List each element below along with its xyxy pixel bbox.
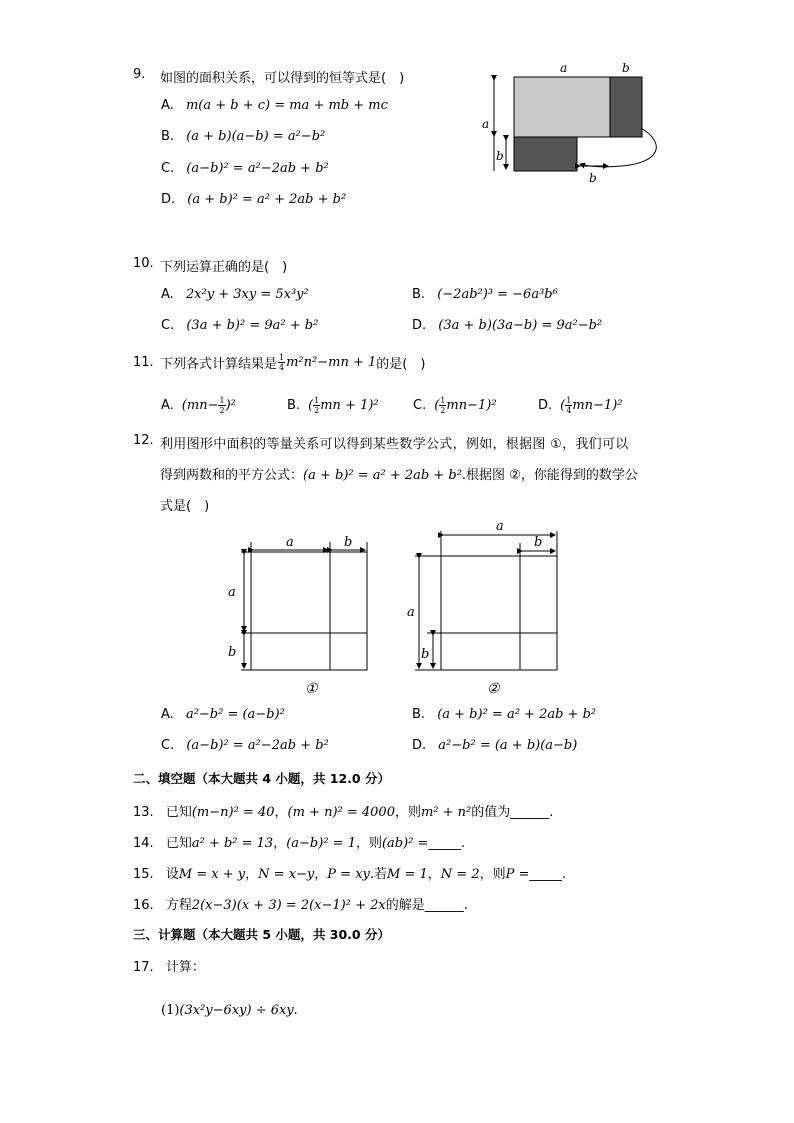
frac-num: 1 xyxy=(566,395,572,405)
option-label: B. xyxy=(412,707,426,722)
q-expr: P = xy xyxy=(327,867,370,882)
q-text: .若 xyxy=(369,867,388,882)
q11-stem xyxy=(160,348,425,376)
fraction xyxy=(439,396,446,415)
q10-option-b[interactable] xyxy=(412,287,558,302)
q-number: 14. xyxy=(133,836,154,851)
option-text: (a + b)² = a² + 2ab + b² xyxy=(437,707,597,722)
q-text: . xyxy=(463,898,468,913)
option-pre: (mn− xyxy=(181,397,219,413)
answer-blank[interactable]: ______ xyxy=(510,805,550,820)
q12-line2 xyxy=(160,464,638,483)
option-text: (3a + b)(3a−b) = 9a²−b² xyxy=(438,318,603,333)
q-number: 17. xyxy=(133,960,154,975)
q11-stem-text: 的是( ) xyxy=(376,356,426,372)
q-text: 已知 xyxy=(165,836,192,851)
q-text: ， xyxy=(427,867,441,882)
q11-stem-expr: m²n²−mn + 1 xyxy=(286,354,377,370)
frac-num: 1 xyxy=(279,352,285,362)
option-text: (3a + b)² = 9a² + b² xyxy=(186,318,319,333)
option-post: mn−1)² xyxy=(446,397,497,413)
q-expr: P = xyxy=(505,867,530,882)
q14 xyxy=(133,832,465,851)
label-a-left: a xyxy=(407,605,415,620)
section-title-calculation: 三、计算题（本大题共 5 小题，共 30.0 分） xyxy=(133,927,390,942)
q12-text: 得到两数和的平方公式： xyxy=(160,468,304,483)
q-text: . xyxy=(561,867,567,882)
q-expr: (ab)² = xyxy=(381,836,429,851)
frac-den: 4 xyxy=(566,405,572,415)
label-a-top: a xyxy=(560,61,568,75)
q15 xyxy=(133,863,566,882)
q-text: 设 xyxy=(165,867,179,882)
option-label: B. xyxy=(287,397,301,413)
option-text: 2x²y + 3xy = 5x³y² xyxy=(185,287,309,302)
q-number: 16. xyxy=(133,898,154,913)
option-text: (−2ab²)³ = −6a³b⁶ xyxy=(437,287,558,302)
q-text: 已知 xyxy=(165,805,192,820)
frac-den: 2 xyxy=(440,405,446,415)
q9-figure xyxy=(476,58,666,188)
q-text: 方程 xyxy=(165,898,192,913)
option-text: (a−b)² = a²−2ab + b² xyxy=(186,161,329,176)
q-text: ， xyxy=(273,836,287,851)
fraction xyxy=(278,353,285,372)
q16 xyxy=(133,894,468,913)
q-expr: (a−b)² = 1 xyxy=(286,836,356,851)
q10-option-c[interactable] xyxy=(161,318,318,333)
frac-den: 4 xyxy=(279,362,285,372)
answer-blank[interactable]: _____ xyxy=(529,867,562,882)
fraction xyxy=(218,396,225,415)
q-text: ， xyxy=(274,805,288,820)
option-pre: ( xyxy=(560,397,566,413)
q-text: 的解是 xyxy=(385,898,425,913)
option-label: D. xyxy=(412,318,427,333)
q-text: . xyxy=(293,1003,298,1018)
q-expr: M = x + y xyxy=(178,867,246,882)
q-text: . xyxy=(549,805,554,820)
q-number: 15. xyxy=(133,867,154,882)
q-text: 计算： xyxy=(165,960,205,975)
q-text: ，则 xyxy=(479,867,506,882)
label-a-left: a xyxy=(228,585,236,600)
option-label: C. xyxy=(413,397,427,413)
q-text: ，则 xyxy=(355,836,382,851)
q12-line1: 利用图形中面积的等量关系可以得到某些数学公式，例如，根据图 ①，我们可以 xyxy=(160,437,629,452)
q11-option-d[interactable] xyxy=(538,392,622,418)
label-a-top: a xyxy=(286,535,294,550)
light-rect xyxy=(514,77,610,137)
q12-option-d[interactable] xyxy=(412,738,577,753)
q-text: ， xyxy=(314,867,328,882)
label-b-top: b xyxy=(344,535,353,550)
q9-option-b[interactable] xyxy=(161,129,325,144)
q12-text: .根据图 ②，你能得到的数学公 xyxy=(461,468,638,483)
option-label: C. xyxy=(161,161,175,176)
q9-option-a[interactable] xyxy=(161,98,388,113)
q12-figure-1 xyxy=(220,528,380,698)
option-label: C. xyxy=(161,738,175,753)
q9-option-d[interactable] xyxy=(161,192,346,207)
label-b-left: b xyxy=(421,647,430,662)
label-a-left: a xyxy=(482,117,490,131)
sub-label: (1) xyxy=(161,1003,180,1018)
q10-number: 10. xyxy=(133,256,154,271)
q-expr: (m + n)² = 4000 xyxy=(287,805,395,820)
q10-stem: 下列运算正确的是( ) xyxy=(160,260,288,275)
q10-option-a[interactable] xyxy=(161,287,309,302)
q9-stem: 如图的面积关系，可以得到的恒等式是( ) xyxy=(160,71,405,86)
q11-option-b[interactable] xyxy=(287,392,379,418)
option-label: D. xyxy=(412,738,427,753)
label-b-bottom: b xyxy=(589,171,597,185)
q-number: 13. xyxy=(133,805,154,820)
frac-num: 1 xyxy=(314,395,320,405)
q-expr: (3x²y−6xy) ÷ 6xy xyxy=(179,1003,294,1018)
q13 xyxy=(133,801,553,820)
q-expr: a² + b² = 13 xyxy=(191,836,274,851)
q12-option-b[interactable] xyxy=(412,707,596,722)
option-text: m(a + b + c) = ma + mb + mc xyxy=(185,98,388,113)
q-text: ，则 xyxy=(394,805,421,820)
caption: ② xyxy=(487,681,500,697)
q12-formula: (a + b)² = a² + 2ab + b² xyxy=(303,468,462,483)
q11-option-c[interactable] xyxy=(413,392,497,418)
option-pre: ( xyxy=(308,397,314,413)
q-expr: N = 2 xyxy=(440,867,480,882)
q-expr: N = x−y xyxy=(258,867,315,882)
q9-option-c[interactable] xyxy=(161,161,329,176)
option-label: B. xyxy=(412,287,426,302)
option-label: B. xyxy=(161,129,175,144)
label-a-top: a xyxy=(496,519,504,534)
q-expr: m² + n² xyxy=(420,805,472,820)
option-label: A. xyxy=(161,397,174,413)
q-expr: M = 1 xyxy=(387,867,428,882)
label-b-top: b xyxy=(534,535,543,550)
q12-option-a[interactable] xyxy=(161,707,285,722)
option-label: D. xyxy=(161,192,176,207)
q-expr: 2(x−3)(x + 3) = 2(x−1)² + 2x xyxy=(191,898,386,913)
option-text: (a−b)² = a²−2ab + b² xyxy=(186,738,329,753)
option-text: (a + b)² = a² + 2ab + b² xyxy=(187,192,347,207)
option-post: )² xyxy=(225,397,236,413)
q-text: ， xyxy=(245,867,259,882)
q17 xyxy=(133,956,205,975)
q10-option-d[interactable] xyxy=(412,318,602,333)
q12-number: 12. xyxy=(133,433,154,448)
option-label: A. xyxy=(161,707,174,722)
frac-den: 2 xyxy=(219,405,225,415)
q9-number: 9. xyxy=(133,67,146,82)
q-text: . xyxy=(460,836,466,851)
label-b-top: b xyxy=(622,61,630,75)
q-expr: (m−n)² = 40 xyxy=(191,805,275,820)
answer-blank[interactable]: _____ xyxy=(428,836,461,851)
q11-stem-text: 下列各式计算结果是 xyxy=(160,356,278,372)
q12-figure-2 xyxy=(395,513,570,698)
fraction xyxy=(565,396,572,415)
q12-line3: 式是( ) xyxy=(160,499,210,514)
frac-den: 2 xyxy=(314,405,320,415)
dark-rect-bottom xyxy=(514,137,577,171)
option-text: a²−b² = (a + b)(a−b) xyxy=(438,738,578,753)
option-label: A. xyxy=(161,98,174,113)
label-b-left: b xyxy=(496,149,504,163)
q-text: 的值为 xyxy=(471,805,511,820)
option-label: C. xyxy=(161,318,175,333)
option-label: D. xyxy=(538,397,553,413)
fraction xyxy=(313,396,320,415)
q12-option-c[interactable] xyxy=(161,738,329,753)
option-post: mn + 1)² xyxy=(320,397,379,413)
q11-option-a[interactable] xyxy=(161,392,236,418)
option-text: (a + b)(a−b) = a²−b² xyxy=(186,129,326,144)
q11-number: 11. xyxy=(133,355,154,370)
option-label: A. xyxy=(161,287,174,302)
q17-sub1 xyxy=(161,1003,298,1018)
option-pre: ( xyxy=(434,397,440,413)
dark-rect-right xyxy=(610,77,642,137)
section-title-fill-blank: 二、填空题（本大题共 4 小题，共 12.0 分） xyxy=(133,771,390,786)
option-text: a²−b² = (a−b)² xyxy=(185,707,285,722)
caption: ① xyxy=(305,681,318,697)
label-b-left: b xyxy=(228,645,237,660)
frac-num: 1 xyxy=(440,395,446,405)
answer-blank[interactable]: ______ xyxy=(424,898,464,913)
option-post: mn−1)² xyxy=(572,397,623,413)
frac-num: 1 xyxy=(219,395,225,405)
